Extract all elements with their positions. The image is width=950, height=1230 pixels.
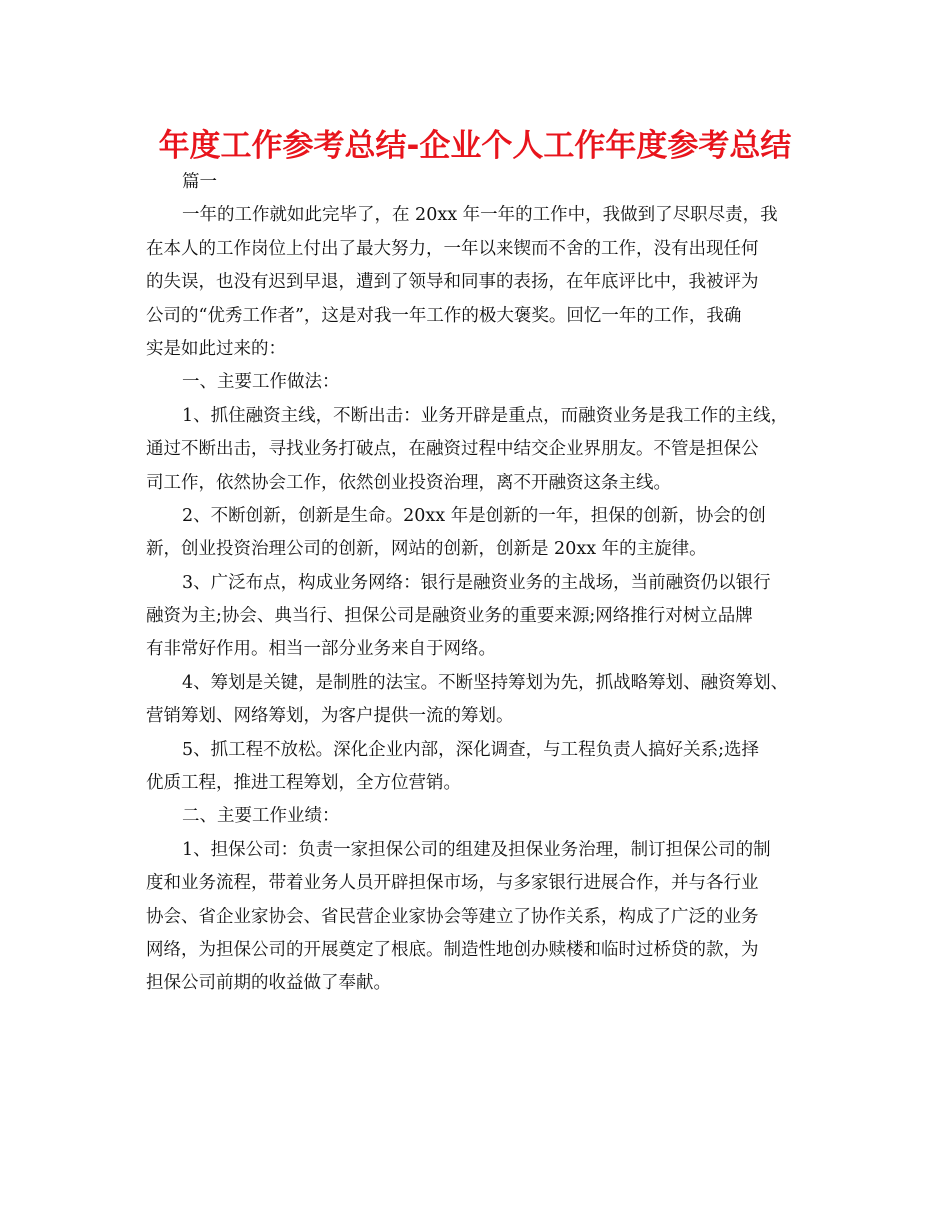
body-line: 度和业务流程，带着业务人员开辟担保市场，与多家银行进展合作，并与各行业 — [146, 873, 759, 894]
body-line: 担保公司前期的收益做了奉献。 — [146, 973, 391, 994]
body-line: 有非常好作用。相当一部分业务来自于网络。 — [146, 639, 496, 660]
body-line: 实是如此过来的： — [146, 338, 286, 359]
body-line: 司工作，依然协会工作，依然创业投资治理，离不开融资这条主线。 — [146, 472, 671, 493]
body-line: 1、抓住融资主线，不断出击：业务开辟是重点，而融资业务是我工作的主线， — [182, 405, 789, 426]
document-body — [146, 166, 826, 1001]
body-line: 3、广泛布点，构成业务网络：银行是融资业务的主战场，当前融资仍以银行 — [182, 572, 771, 593]
body-line: 篇一 — [182, 172, 217, 192]
body-line: 协会、省企业家协会、省民营企业家协会等建立了协作关系，构成了广泛的业务 — [146, 906, 759, 927]
body-line: 一、主要工作做法： — [182, 372, 340, 393]
body-line: 的失误，也没有迟到早退，遭到了领导和同事的表扬，在年底评比中，我被评为 — [146, 272, 759, 293]
body-line: 一年的工作就如此完毕了，在 20xx 年一年的工作中，我做到了尽职尽责，我 — [182, 205, 778, 226]
document-title: 年度工作参考总结-企业个人工作年度参考总结 — [158, 128, 792, 164]
body-line: 公司的“优秀工作者”，这是对我一年工作的极大褒奖。回忆一年的工作，我确 — [146, 305, 742, 326]
body-line: 2、不断创新，创新是生命。20xx 年是创新的一年，担保的创新，协会的创 — [182, 505, 766, 526]
body-line: 在本人的工作岗位上付出了最大努力，一年以来锲而不舍的工作，没有出现任何 — [146, 238, 759, 259]
body-line: 优质工程，推进工程筹划，全方位营销。 — [146, 773, 461, 794]
body-line: 新，创业投资治理公司的创新，网站的创新，创新是 20xx 年的主旋律。 — [146, 539, 707, 560]
body-line: 5、抓工程不放松。深化企业内部，深化调查，与工程负责人搞好关系;选择 — [182, 739, 760, 760]
body-line: 二、主要工作业绩： — [182, 806, 340, 827]
body-line: 1、担保公司：负责一家担保公司的组建及担保业务治理，制订担保公司的制 — [182, 839, 771, 860]
body-line: 通过不断出击，寻找业务打破点，在融资过程中结交企业界朋友。不管是担保公 — [146, 439, 759, 460]
body-line: 营销筹划、网络筹划，为客户提供一流的筹划。 — [146, 706, 514, 727]
body-line: 网络，为担保公司的开展奠定了根底。制造性地创办赎楼和临时过桥贷的款，为 — [146, 939, 759, 960]
body-line: 融资为主;协会、典当行、担保公司是融资业务的重要来源;网络推行对树立品牌 — [146, 606, 753, 627]
body-line: 4、筹划是关键，是制胜的法宝。不断坚持筹划为先，抓战略筹划、融资筹划、 — [182, 672, 789, 693]
